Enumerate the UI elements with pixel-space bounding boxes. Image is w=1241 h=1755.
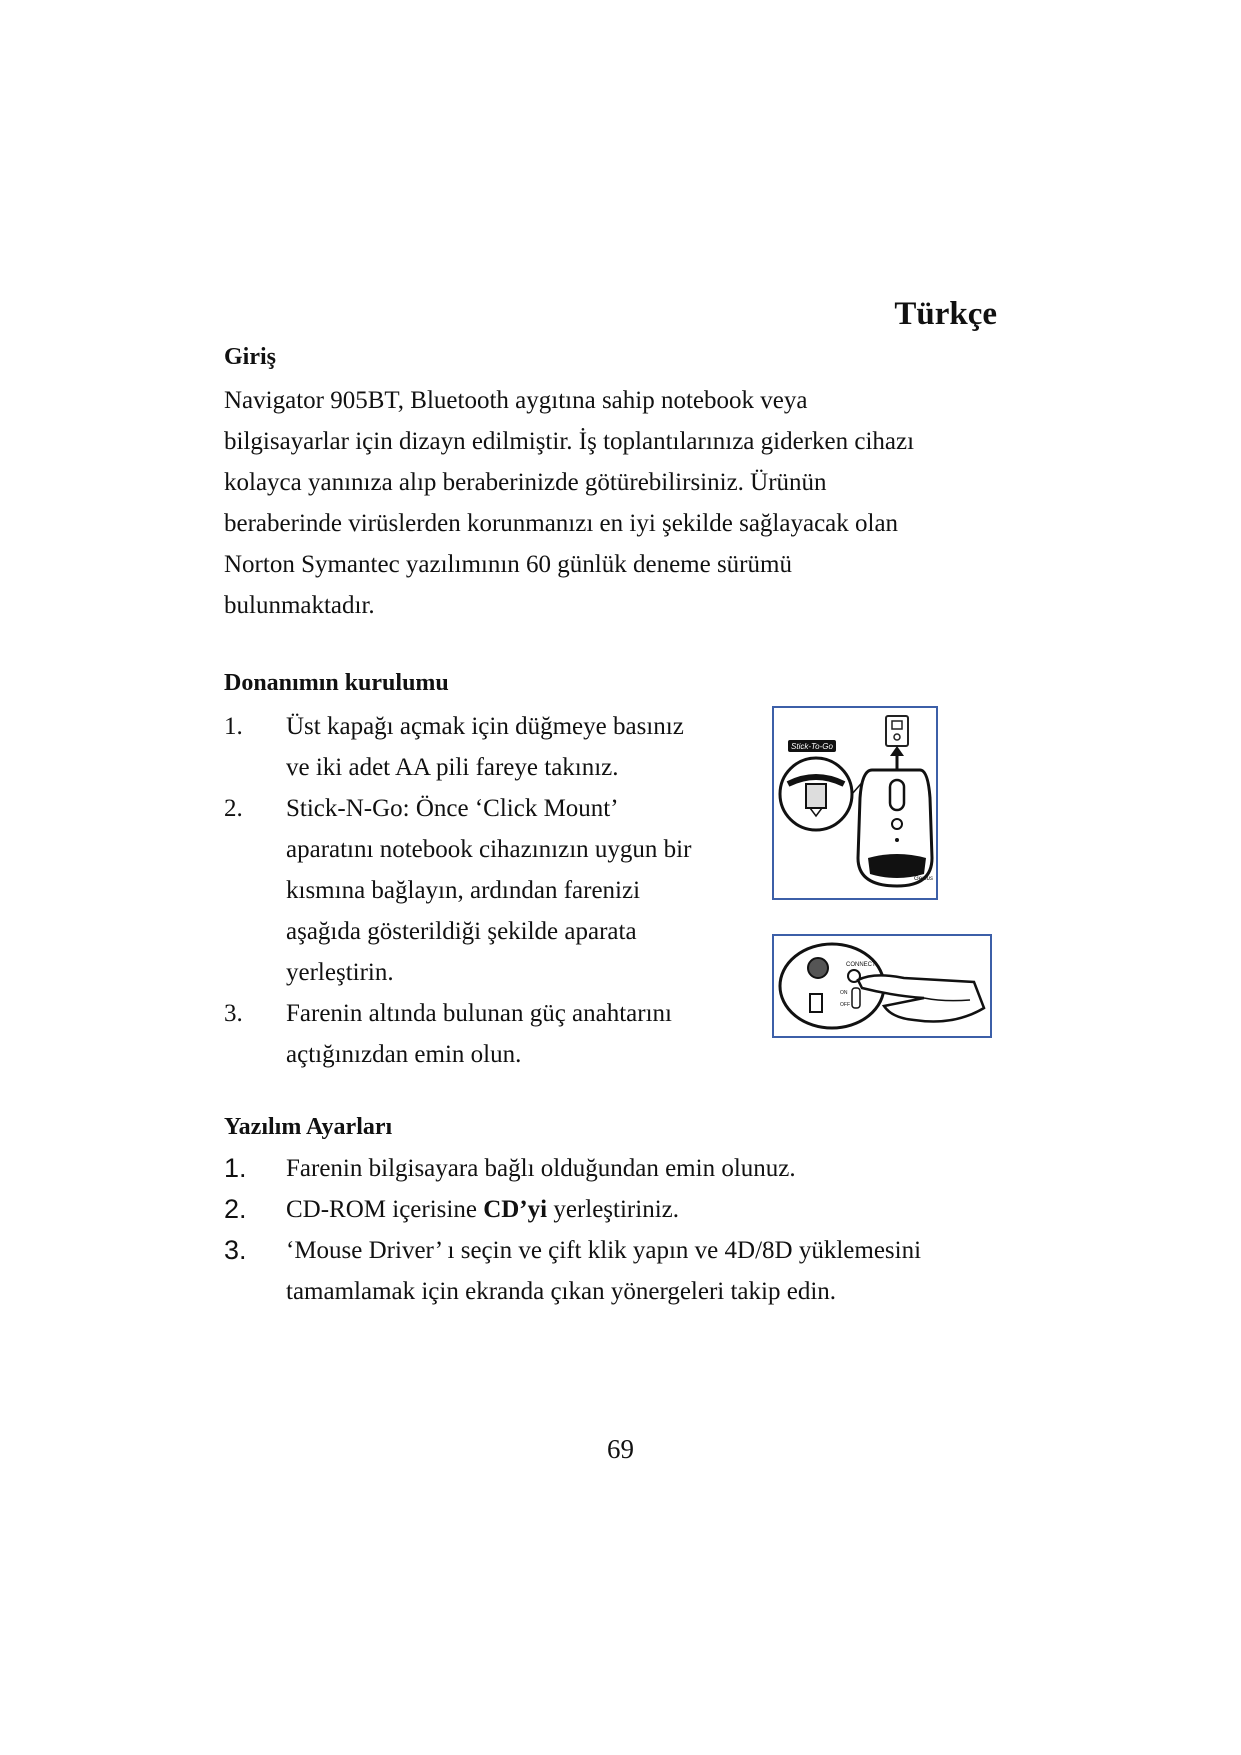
list-line: kısmına bağlayın, ardından farenizi <box>286 877 641 904</box>
list-item <box>224 993 764 1075</box>
mouse-bottom-band <box>868 854 926 878</box>
list-line: ve iki adet AA pili fareye takınız. <box>286 754 619 781</box>
power-switch <box>852 988 860 1008</box>
list-line: Üst kapağı açmak için düğmeye basınız <box>286 713 684 740</box>
list-line: açtığınızdan emin olun. <box>286 1041 522 1068</box>
list-text <box>286 1189 1024 1230</box>
intro-line: bilgisayarlar için dizayn edilmiştir. İş toplantılarınıza giderken cihazı <box>224 428 915 455</box>
list-number: 2. <box>224 1194 247 1224</box>
arrow-head-icon <box>890 746 904 756</box>
list-line: Stick-N-Go: Önce ‘Click Mount’ <box>286 795 619 822</box>
stick-to-go-label: Stick-To-Go <box>791 742 833 751</box>
hardware-heading: Donanımın kurulumu <box>224 670 449 696</box>
language-title: Türkçe <box>894 296 997 332</box>
list-line: Farenin altında bulunan güç anahtarını <box>286 1000 672 1027</box>
mount-icon-detail <box>892 721 902 729</box>
list-line: aparatını notebook cihazınızın uygun bir <box>286 836 692 863</box>
connect-drawing <box>774 936 990 1036</box>
list-line: ‘Mouse Driver’ ı seçin ve çift klik yapın ve 4D/8D yüklemesini <box>286 1237 922 1264</box>
intro-paragraph <box>224 380 1004 626</box>
list-item <box>224 1148 1024 1189</box>
software-list <box>224 1148 1024 1312</box>
list-number: 3. <box>224 1235 247 1265</box>
list-number: 3. <box>224 1000 243 1027</box>
list-number: 1. <box>224 1153 247 1183</box>
list-line: aşağıda gösterildiği şekilde aparata <box>286 918 637 945</box>
intro-line: beraberinde virüslerden korunmanızı en iyi şekilde sağlayacak olan <box>224 510 899 537</box>
list-item <box>224 788 764 993</box>
page-number: 69 <box>607 1434 634 1464</box>
indicator-dot <box>895 838 899 842</box>
list-text-bold: CD’yi <box>483 1196 548 1223</box>
genius-brand: Genius <box>914 876 934 882</box>
intro-line: kolayca yanınıza alıp beraberinizde götürebilirsiniz. Ürünün <box>224 469 827 496</box>
mouse-mount-drawing <box>774 708 936 898</box>
intro-line: bulunmaktadır. <box>224 592 375 619</box>
list-line: yerleştirin. <box>286 959 394 986</box>
intro-heading: Giriş <box>224 344 276 370</box>
list-line: tamamlamak için ekranda çıkan yönergeleri takip edin. <box>286 1278 837 1305</box>
list-item <box>224 706 764 788</box>
list-text: Farenin bilgisayara bağlı olduğundan emin olunuz. <box>286 1155 796 1182</box>
battery-icon <box>810 994 822 1012</box>
list-text-post: yerleştiriniz. <box>547 1196 679 1223</box>
mouse-mount-illustration <box>772 706 938 900</box>
connect-button-illustration <box>772 934 992 1038</box>
list-text-pre: CD-ROM içerisine <box>286 1196 484 1223</box>
list-item <box>224 1230 1024 1312</box>
hardware-list <box>224 706 764 1075</box>
intro-line: Norton Symantec yazılımının 60 günlük deneme sürümü <box>224 551 792 578</box>
list-number: 1. <box>224 713 243 740</box>
on-label: ON <box>840 990 848 996</box>
sensor-icon <box>808 958 828 978</box>
list-number: 2. <box>224 795 243 822</box>
list-item <box>224 1189 1024 1230</box>
connect-label: CONNECT <box>846 962 876 968</box>
mount-icon-dot <box>894 734 900 740</box>
off-label: OFF <box>840 1002 850 1008</box>
mount-body <box>806 784 826 808</box>
intro-line: Navigator 905BT, Bluetooth aygıtına sahip notebook veya <box>224 387 808 414</box>
software-heading: Yazılım Ayarları <box>224 1114 393 1140</box>
